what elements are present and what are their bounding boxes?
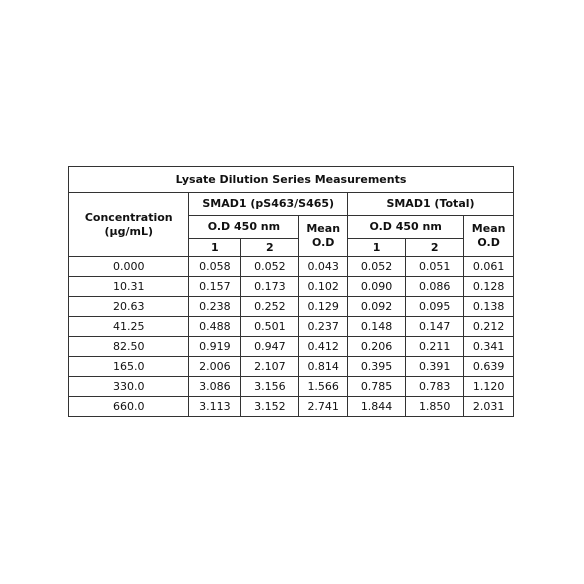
total-od-1-cell: 0.148 (348, 317, 406, 337)
phospho-od-2-cell: 3.152 (241, 397, 299, 417)
table-row (69, 277, 514, 297)
total-mean-cell: 0.639 (464, 357, 514, 377)
total-mean-cell: 0.212 (464, 317, 514, 337)
total-mean-cell: 0.128 (464, 277, 514, 297)
mean-header-total-line1: Mean (471, 222, 506, 235)
replicate-1-header-phospho: 1 (189, 239, 241, 257)
total-mean-cell: 0.341 (464, 337, 514, 357)
total-od-1-cell: 0.395 (348, 357, 406, 377)
concentration-header-line2: (µg/mL) (104, 224, 153, 238)
concentration-header (69, 193, 189, 257)
phospho-mean-cell: 0.412 (299, 337, 348, 357)
total-od-2-cell: 0.051 (406, 257, 464, 277)
phospho-mean-cell: 0.814 (299, 357, 348, 377)
phospho-mean-cell: 0.043 (299, 257, 348, 277)
total-mean-cell: 1.120 (464, 377, 514, 397)
group-header-total: SMAD1 (Total) (348, 193, 514, 216)
total-mean-cell: 0.061 (464, 257, 514, 277)
phospho-mean-cell: 0.102 (299, 277, 348, 297)
mean-header-phospho-line1: Mean (306, 222, 341, 235)
total-od-2-cell: 1.850 (406, 397, 464, 417)
total-mean-cell: 2.031 (464, 397, 514, 417)
concentration-cell: 660.0 (69, 397, 189, 417)
concentration-cell: 0.000 (69, 257, 189, 277)
total-od-1-cell: 1.844 (348, 397, 406, 417)
total-od-2-cell: 0.095 (406, 297, 464, 317)
total-od-2-cell: 0.211 (406, 337, 464, 357)
table-row (69, 397, 514, 417)
concentration-cell: 10.31 (69, 277, 189, 297)
concentration-cell: 41.25 (69, 317, 189, 337)
lysate-dilution-table (68, 166, 514, 417)
concentration-cell: 82.50 (69, 337, 189, 357)
table-body (69, 257, 514, 417)
total-mean-cell: 0.138 (464, 297, 514, 317)
phospho-mean-cell: 1.566 (299, 377, 348, 397)
replicate-1-header-total: 1 (348, 239, 406, 257)
phospho-od-1-cell: 2.006 (189, 357, 241, 377)
phospho-mean-cell: 2.741 (299, 397, 348, 417)
group-header-phospho: SMAD1 (pS463/S465) (189, 193, 348, 216)
total-od-1-cell: 0.206 (348, 337, 406, 357)
total-od-2-cell: 0.086 (406, 277, 464, 297)
phospho-mean-cell: 0.129 (299, 297, 348, 317)
table-row (69, 357, 514, 377)
total-od-2-cell: 0.783 (406, 377, 464, 397)
phospho-od-1-cell: 0.157 (189, 277, 241, 297)
phospho-od-2-cell: 0.252 (241, 297, 299, 317)
total-od-2-cell: 0.147 (406, 317, 464, 337)
concentration-cell: 330.0 (69, 377, 189, 397)
table-row (69, 317, 514, 337)
total-od-2-cell: 0.391 (406, 357, 464, 377)
mean-header-phospho-line2: O.D (311, 236, 335, 249)
table-row (69, 297, 514, 317)
table-title: Lysate Dilution Series Measurements (69, 167, 514, 193)
phospho-od-1-cell: 0.488 (189, 317, 241, 337)
mean-header-phospho (299, 216, 348, 257)
phospho-od-1-cell: 0.238 (189, 297, 241, 317)
od-header-total: O.D 450 nm (348, 216, 464, 239)
total-od-1-cell: 0.052 (348, 257, 406, 277)
phospho-od-1-cell: 0.058 (189, 257, 241, 277)
mean-header-total (464, 216, 514, 257)
phospho-mean-cell: 0.237 (299, 317, 348, 337)
table-row (69, 337, 514, 357)
phospho-od-1-cell: 3.086 (189, 377, 241, 397)
phospho-od-1-cell: 0.919 (189, 337, 241, 357)
table-row (69, 377, 514, 397)
concentration-cell: 20.63 (69, 297, 189, 317)
total-od-1-cell: 0.090 (348, 277, 406, 297)
total-od-1-cell: 0.092 (348, 297, 406, 317)
phospho-od-1-cell: 3.113 (189, 397, 241, 417)
total-od-1-cell: 0.785 (348, 377, 406, 397)
replicate-2-header-total: 2 (406, 239, 464, 257)
concentration-cell: 165.0 (69, 357, 189, 377)
phospho-od-2-cell: 0.947 (241, 337, 299, 357)
replicate-2-header-phospho: 2 (241, 239, 299, 257)
phospho-od-2-cell: 2.107 (241, 357, 299, 377)
phospho-od-2-cell: 3.156 (241, 377, 299, 397)
phospho-od-2-cell: 0.052 (241, 257, 299, 277)
mean-header-total-line2: O.D (477, 236, 500, 249)
phospho-od-2-cell: 0.173 (241, 277, 299, 297)
table-row (69, 257, 514, 277)
od-header-phospho: O.D 450 nm (189, 216, 299, 239)
concentration-header-line1: Concentration (84, 210, 173, 224)
phospho-od-2-cell: 0.501 (241, 317, 299, 337)
